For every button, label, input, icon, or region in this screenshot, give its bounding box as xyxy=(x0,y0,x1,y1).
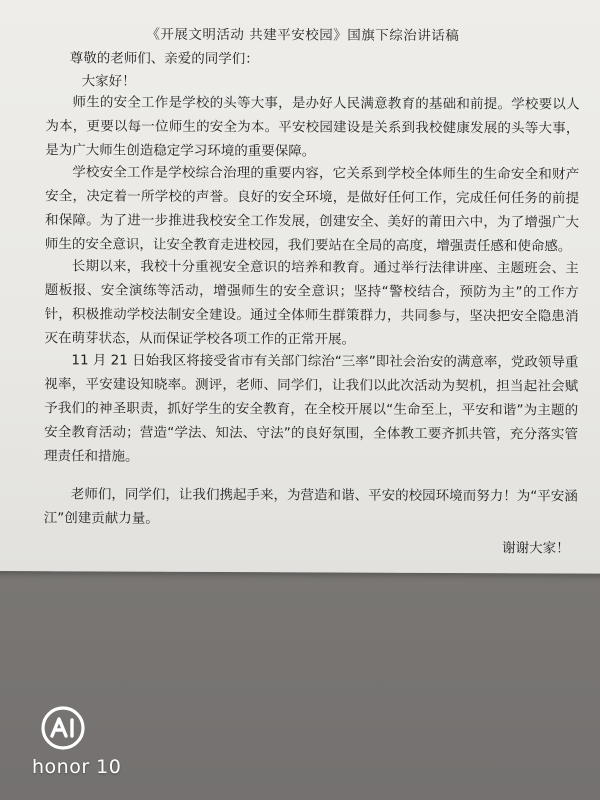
closing-thanks: 谢谢大家！ xyxy=(502,540,570,557)
ai-camera-logo-icon xyxy=(40,705,86,751)
paragraph: 学校安全工作是学校综合治理的重要内容，它关系到学校全体师生的生命安全和财产安全，决定着一所学校的声誉。良好的安全环境，是做好任何工作，完成任何任务的前提和保障。为了进一步推进我校安全工作发展，创建安全、美好的莆田六中，为了增强广大师生的安全意识，让安全教育走进校园，我们要站在全局的高度，增强责任感和使命感。 xyxy=(44,164,580,255)
paragraph: 11 月 21 日始我区将接受省市有关部门综治“三率”即社会治安的满意率，党政领导重视率，平安建设知晓率。测评，老师、同学们，让我们以此次活动为契机，担当起社会赋予我们的神圣职责，抓好学生的安全教育，在全校开展以“生命至上，平安和谐”为主题的安全教育活动；营造“学法、知法、守法”的良好氛围，全体教工要齐抓共管，充分落实管理责任和措施。 xyxy=(43,352,579,465)
paragraph: 老师们，同学们，让我们携起手来，为营造和谐、平安的校园环境而努力！为“平安涵江”创建贡献力量。 xyxy=(43,486,578,527)
document-title: 《开展文明活动 共建平安校园》国旗下综治讲话稿 xyxy=(146,26,460,45)
salutation: 尊敬的老师们、亲爱的同学们： xyxy=(69,50,259,68)
paragraph: 师生的安全工作是学校的头等大事，是办好人民满意教育的基础和前提。学校要以人为本，更要以每一位师生的安全为本。平安校园建设是关系到我校健康发展的头等大事，是为广大师生创造稳定学习环境的重要保障。 xyxy=(45,94,580,160)
camera-brand-watermark: honor 10 xyxy=(32,756,122,778)
opening-greeting: 大家好！ xyxy=(81,73,136,90)
paragraph: 长期以来，我校十分重视安全意识的培养和教育。通过举行法律讲座、主题班会、主题板报、安全演练等活动，增强师生的安全意识；坚持“警校结合，预防为主”的工作方针，积极推动学校法制安全建设。通过全体师生群策群力，共同参与，坚决把安全隐患消灭在萌芽状态，从而保证学校各项工作的正常开展。 xyxy=(44,258,579,348)
